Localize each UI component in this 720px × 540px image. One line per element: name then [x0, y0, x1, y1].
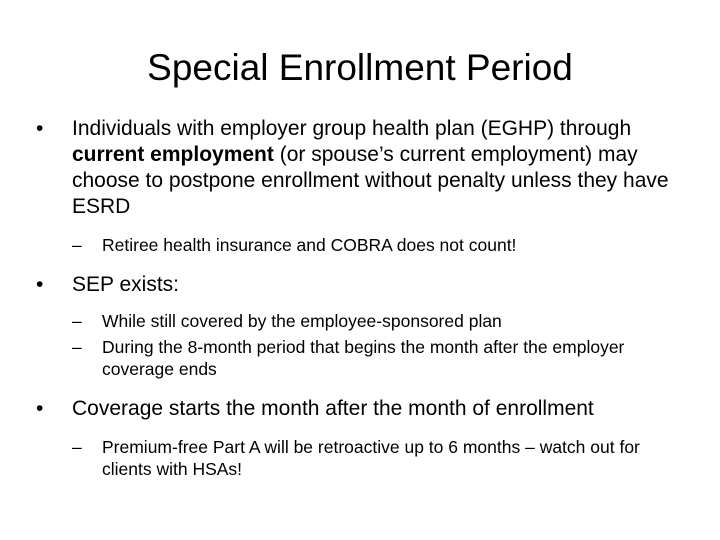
- dash-icon: –: [72, 311, 82, 331]
- bullet-icon: •: [36, 273, 44, 296]
- bullet-eghp-text-bold: current employment: [72, 143, 274, 166]
- bullet-coverage-starts: [34, 396, 694, 422]
- dash-icon: –: [72, 437, 82, 457]
- sub-bullet-8-month: [34, 336, 694, 380]
- bullet-eghp-text-end: (or spouse’s current employment) may choose to postpone enrollment without penalty unless they have ESRD: [72, 143, 669, 218]
- bullet-sep-exists: [34, 272, 694, 298]
- sub-bullet-premium-free-text: Premium-free Part A will be retroactive up to 6 months – watch out for clients with HSAs!: [102, 437, 640, 479]
- dash-icon: –: [72, 235, 82, 255]
- sub-bullet-still-covered: [34, 310, 694, 332]
- bullet-icon: •: [36, 117, 44, 140]
- sub-bullet-retiree-text: Retiree health insurance and COBRA does not count!: [102, 235, 517, 255]
- sub-bullet-retiree: [34, 234, 694, 256]
- sub-bullet-8-month-text: During the 8-month period that begins the month after the employer coverage ends: [102, 337, 625, 379]
- bullet-eghp: [34, 116, 694, 220]
- sub-bullet-premium-free: [34, 436, 694, 480]
- sub-bullet-still-covered-text: While still covered by the employee-sponsored plan: [102, 311, 502, 331]
- bullet-eghp-text-start: Individuals with employer group health plan (EGHP) through: [72, 117, 632, 140]
- bullet-icon: •: [36, 397, 44, 420]
- slide-title: Special Enrollment Period: [147, 47, 573, 88]
- bullet-sep-exists-text: SEP exists:: [72, 273, 179, 296]
- slide-body: [34, 116, 694, 480]
- bullet-coverage-starts-text: Coverage starts the month after the month of enrollment: [72, 397, 594, 420]
- dash-icon: –: [72, 337, 82, 357]
